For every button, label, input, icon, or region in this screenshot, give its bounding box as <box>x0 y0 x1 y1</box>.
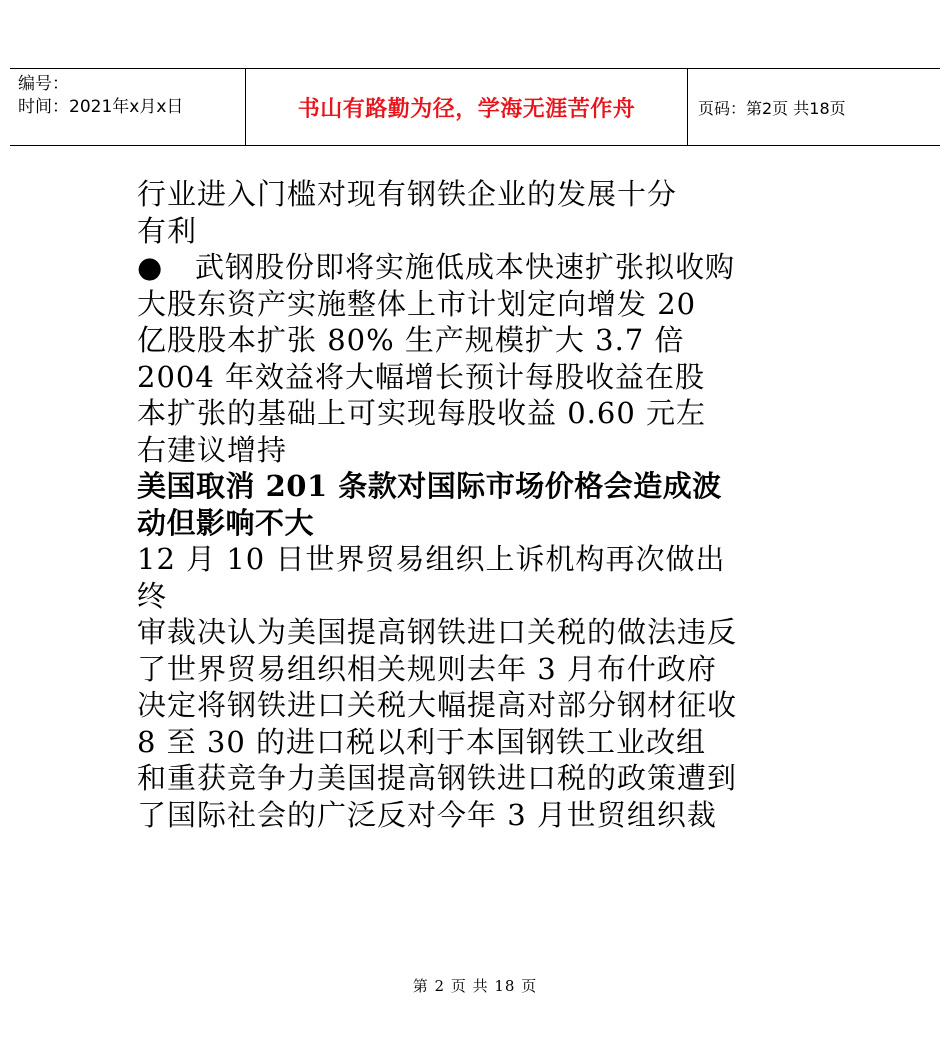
document-body <box>137 176 827 833</box>
section-heading-line: 动但影响不大 <box>137 505 315 540</box>
date-label: 时间：2021年x月x日 <box>18 97 184 117</box>
text-line: 有利 <box>137 213 198 248</box>
header-page-cell <box>688 69 940 145</box>
text-line: 行业进入门槛对现有钢铁企业的发展十分 <box>137 177 678 211</box>
text-line: 决定将钢铁进口关税大幅提高对部分钢材征收 <box>137 688 738 722</box>
bullet-icon: ● <box>137 250 164 284</box>
page-number-label: 页码：第2页 共18页 <box>698 98 846 118</box>
header-info-cell <box>10 69 246 145</box>
text-line: 审裁决认为美国提高钢铁进口关税的做法违反 <box>137 615 738 649</box>
text-line: 2004 年效益将大幅增长预计每股收益在股 <box>137 359 706 394</box>
text-line: 本扩张的基础上可实现每股收益 0.60 元左 <box>137 396 707 430</box>
text-line: 和重获竞争力美国提高钢铁进口税的政策遭到 <box>137 761 738 795</box>
text-line: 了国际社会的广泛反对今年 3 月世贸组织裁 <box>137 797 717 832</box>
header-motto: 书山有路勤为径，学海无涯苦作舟 <box>297 95 636 122</box>
text-line: 12 月 10 日世界贸易组织上诉机构再次做出 <box>137 542 726 576</box>
text-line: 大股东资产实施整体上市计划定向增发 20 <box>137 286 697 321</box>
header-motto-cell <box>246 69 688 145</box>
serial-number-label: 编号： <box>18 74 69 94</box>
text-line: 终 <box>137 578 168 613</box>
page-footer: 第 2 页 共 18 页 <box>412 977 538 995</box>
document-header <box>10 68 940 146</box>
text-line: 右建议增持 <box>137 432 288 467</box>
text-line: 亿股股本扩张 80% 生产规模扩大 3.7 倍 <box>137 323 685 357</box>
section-heading-line: 美国取消 201 条款对国际市场价格会造成波 <box>137 469 722 503</box>
text-line: 武钢股份即将实施低成本快速扩张拟收购 <box>195 250 736 284</box>
text-line: 8 至 30 的进口税以利于本国钢铁工业改组 <box>137 724 707 759</box>
bullet-line <box>137 249 827 286</box>
text-line: 了世界贸易组织相关规则去年 3 月布什政府 <box>137 651 717 686</box>
